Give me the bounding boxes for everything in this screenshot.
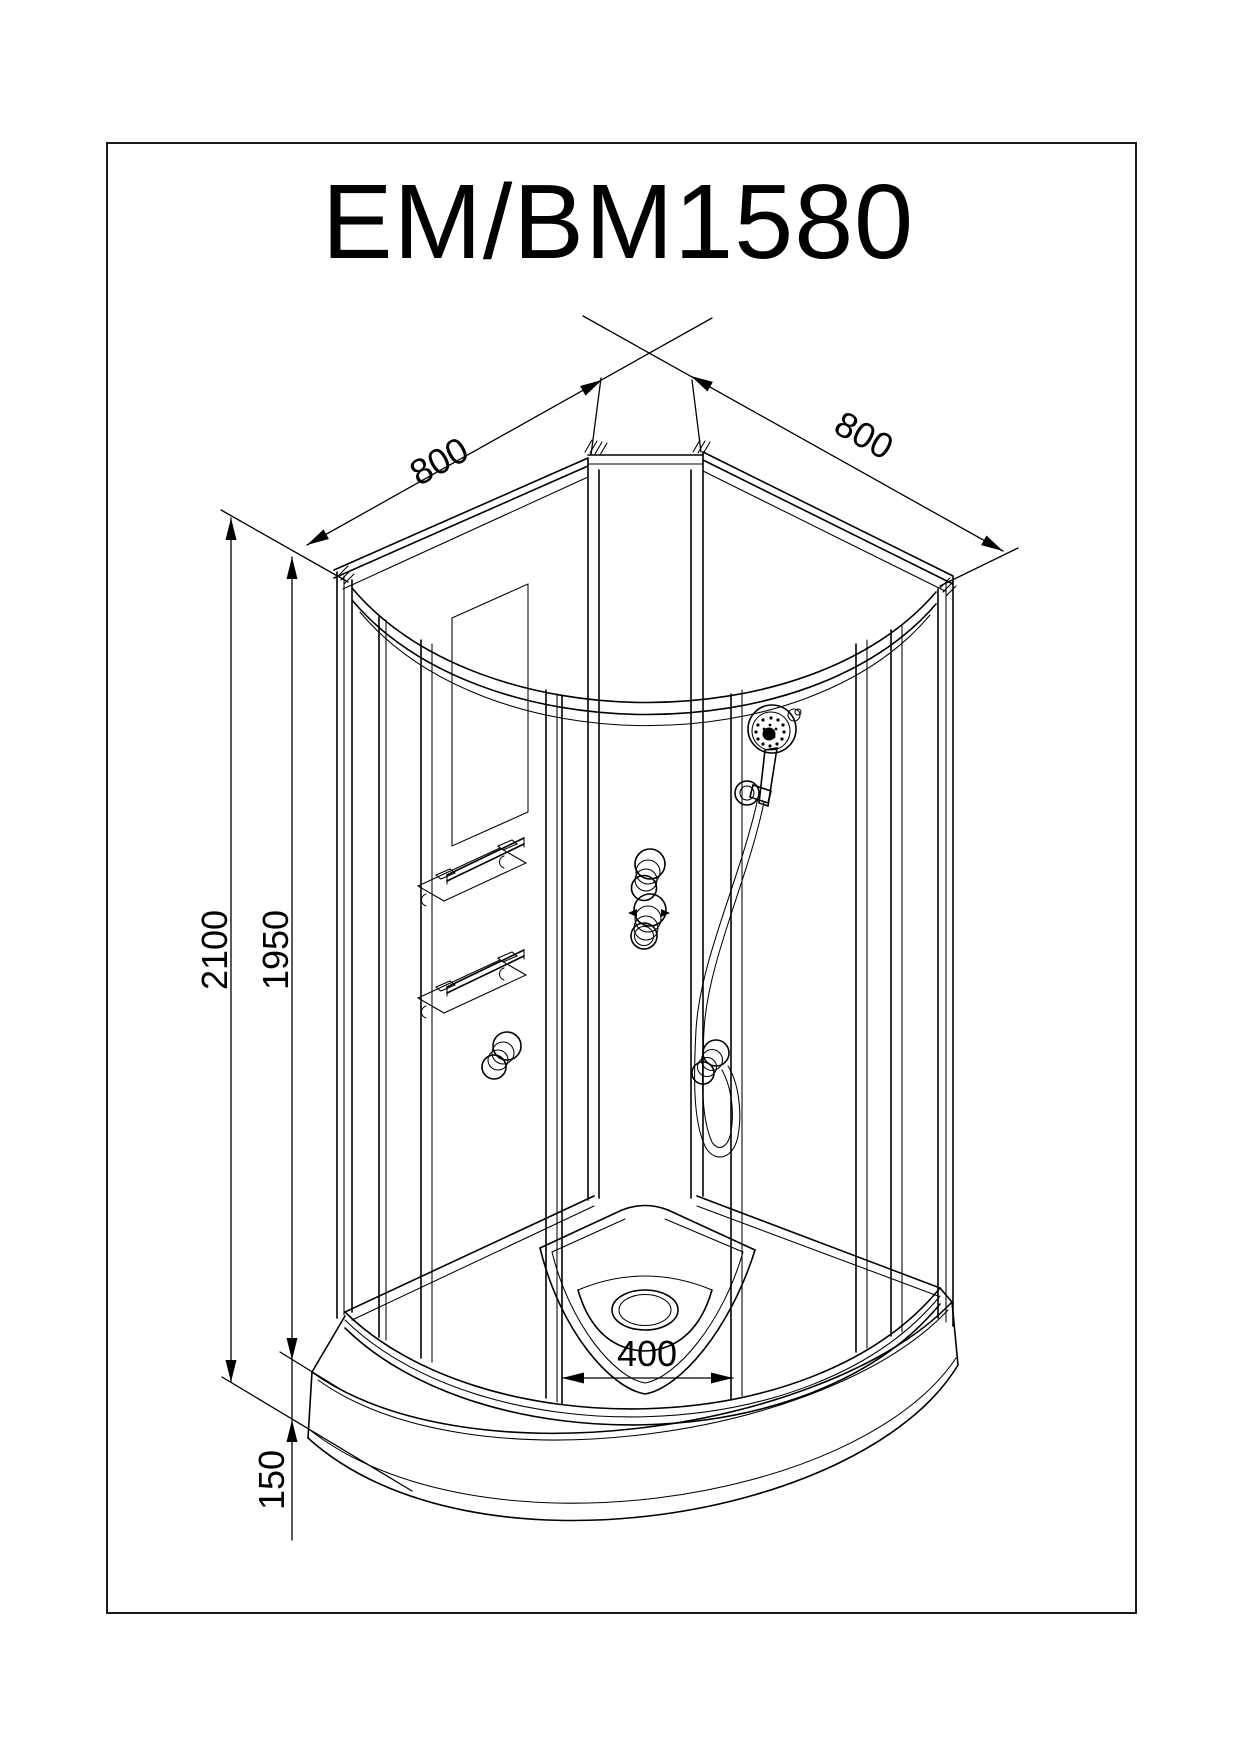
extension-line-tray-top	[280, 1352, 340, 1389]
dim-label-door-opening: 400	[616, 1333, 678, 1374]
drain	[612, 1290, 678, 1330]
body-jet-left	[482, 1032, 521, 1079]
shower-bracket	[735, 781, 771, 805]
corner-post	[585, 440, 710, 1200]
dim-label-tray-height: 150	[251, 1449, 292, 1511]
top-rail-arc	[352, 588, 936, 726]
mixer-knob-upper	[632, 849, 666, 901]
extension-line-corner-right	[692, 380, 701, 452]
post-top-clamp-detail	[585, 440, 710, 455]
shelf-upper	[418, 838, 526, 906]
dimension-tray-height	[251, 1420, 298, 1510]
mixer-knob-lower	[628, 894, 670, 949]
dim-label-back-right-width: 800	[827, 402, 901, 468]
dimension-back-left-width	[304, 318, 712, 550]
dimension-door-opening	[562, 1333, 733, 1384]
page-title: EM/BM1580	[321, 163, 915, 281]
dim-label-overall-height: 2100	[194, 909, 235, 991]
extension-line-top-left	[221, 510, 348, 582]
shower-tray	[308, 1288, 958, 1520]
drawing-frame	[107, 143, 1136, 1613]
dimension-back-right-width	[583, 316, 1006, 556]
dimension-annotations	[194, 316, 1018, 1540]
mirror	[452, 584, 528, 846]
shower-hose	[695, 798, 764, 1157]
back-right-wall-top-rail	[703, 452, 953, 591]
wall-bottom-edges	[345, 1196, 940, 1320]
hose-outlet	[692, 1040, 729, 1084]
shower-head	[748, 705, 801, 806]
shelf-lower	[418, 950, 526, 1018]
dimension-overall-height	[194, 518, 237, 1382]
dimension-glass-height	[255, 557, 298, 1540]
dim-label-back-left-width: 800	[402, 428, 476, 494]
back-left-wall-top-rail	[334, 458, 588, 589]
sliding-doors	[379, 617, 902, 1404]
right-front-post	[938, 577, 956, 1326]
dim-label-glass-height: 1950	[255, 909, 296, 991]
left-front-post	[337, 566, 354, 1318]
extension-line-top-right	[940, 548, 1018, 586]
